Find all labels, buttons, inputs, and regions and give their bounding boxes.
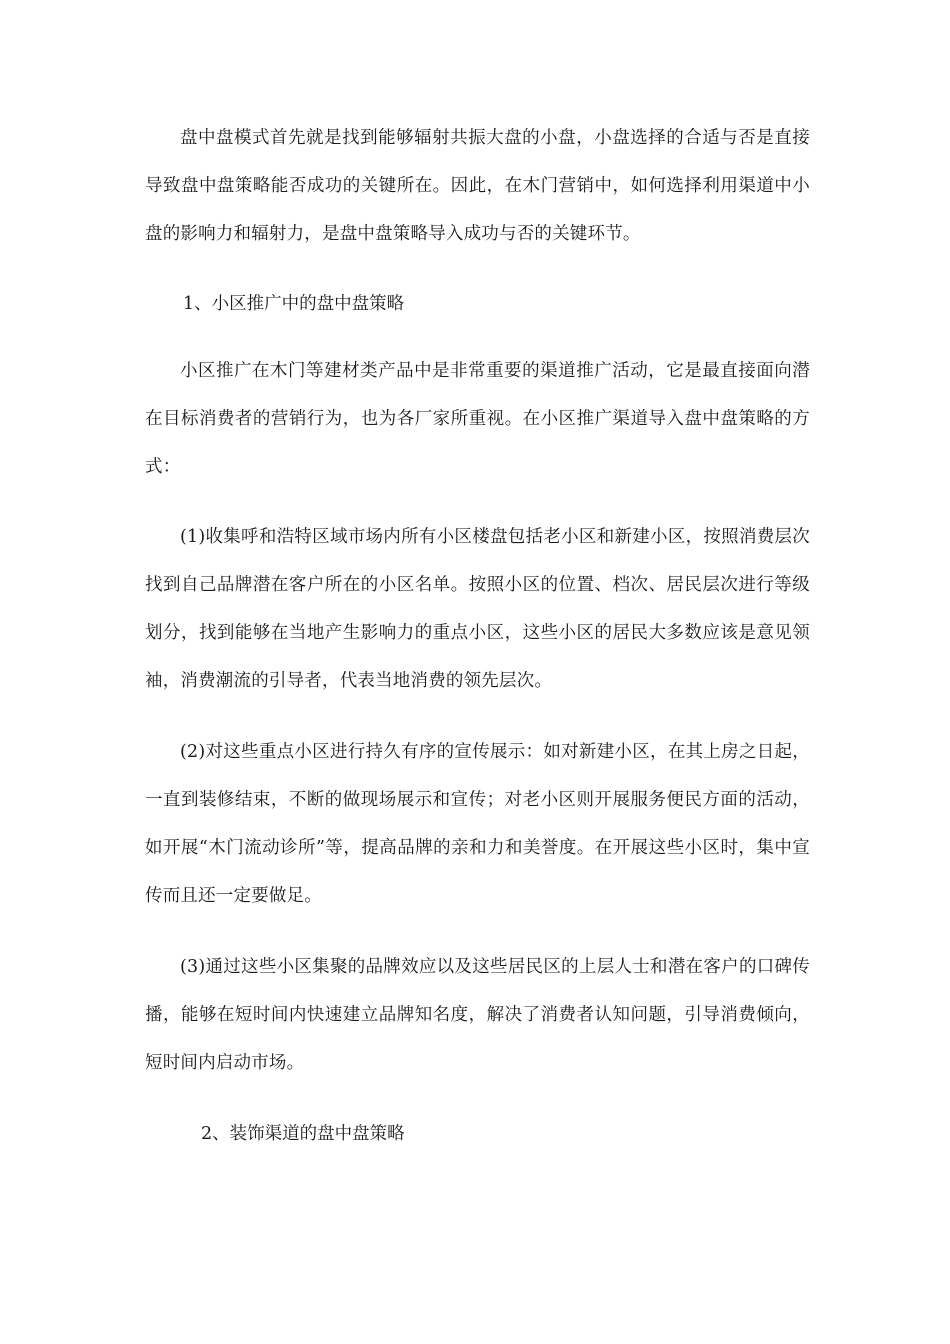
intro-paragraph: 盘中盘模式首先就是找到能够辐射共振大盘的小盘，小盘选择的合适与否是直接导致盘中盘策略能否成功的关键所在。因此，在木门营销中，如何选择利用渠道中小盘的影响力和辐射力，是盘中盘策略导入成功与否的关键环节。 <box>145 128 810 244</box>
step-2-paragraph: (2)对这些重点小区进行持久有序的宣传展示：如对新建小区，在其上房之日起，一直到装修结束，不断的做现场展示和宣传；对老小区则开展服务便民方面的活动，如开展“木门流动诊所”等，提高品牌的亲和力和美誉度。在开展这些小区时，集中宣传而且还一定要做足。 <box>145 742 810 906</box>
step-3-paragraph: (3)通过这些小区集聚的品牌效应以及这些居民区的上层人士和潜在客户的口碑传播，能够在短时间内快速建立品牌知名度，解决了消费者认知问题，引导消费倾向，短时间内启动市场。 <box>145 957 810 1073</box>
step-1-paragraph: (1)收集呼和浩特区域市场内所有小区楼盘包括老小区和新建小区，按照消费层次找到自己品牌潜在客户所在的小区名单。按照小区的位置、档次、居民层次进行等级划分，找到能够在当地产生影响力的重点小区，这些小区的居民大多数应该是意见领袖，消费潮流的引导者，代表当地消费的领先层次。 <box>145 527 810 691</box>
section-heading-community-promotion: 1、小区推广中的盘中盘策略 <box>183 294 405 314</box>
community-promotion-paragraph: 小区推广在木门等建材类产品中是非常重要的渠道推广活动，它是最直接面向潜在目标消费者的营销行为，也为各厂家所重视。在小区推广渠道导入盘中盘策略的方式： <box>145 361 810 477</box>
section-heading-decoration-channel: 2、装饰渠道的盘中盘策略 <box>201 1124 405 1144</box>
